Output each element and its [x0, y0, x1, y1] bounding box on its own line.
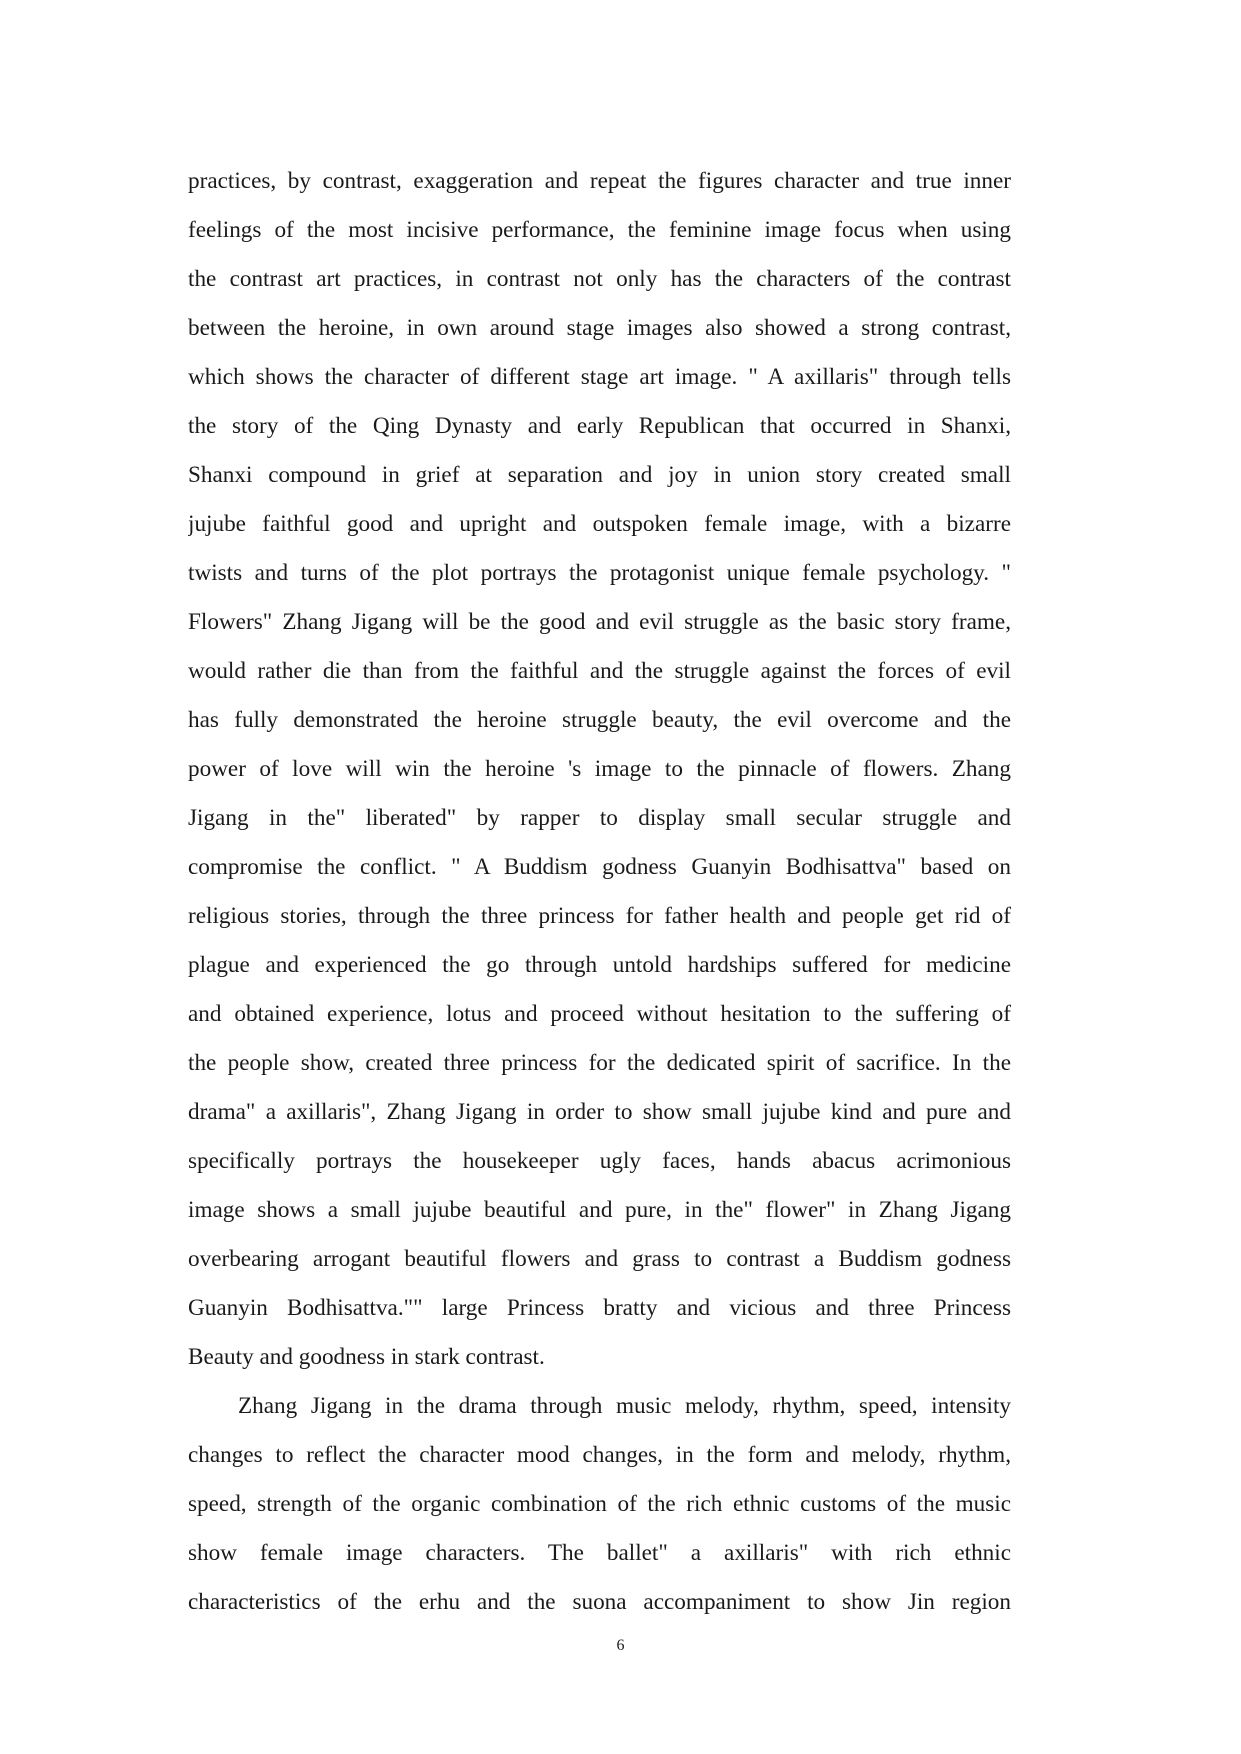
text-line: practices, by contrast, exaggeration and repeat the figures character and true inner — [188, 168, 1011, 194]
text-line: jujube faithful good and upright and outspoken female image, with a bizarre — [188, 511, 1011, 537]
text-line: Flowers" Zhang Jigang will be the good and evil struggle as the basic story frame, — [188, 609, 1011, 635]
text-line: Shanxi compound in grief at separation and joy in union story created small — [188, 462, 1011, 488]
text-line: between the heroine, in own around stage images also showed a strong contrast, — [188, 315, 1011, 341]
text-line: image shows a small jujube beautiful and pure, in the" flower" in Zhang Jigang — [188, 1197, 1011, 1223]
text-line: Beauty and goodness in stark contrast. — [188, 1344, 545, 1370]
text-line: Guanyin Bodhisattva."" large Princess bratty and vicious and three Princess — [188, 1295, 1011, 1321]
text-line: specifically portrays the housekeeper ugly faces, hands abacus acrimonious — [188, 1148, 1011, 1174]
text-line: feelings of the most incisive performance, the feminine image focus when using — [188, 217, 1011, 243]
text-line: compromise the conflict. " A Buddism godness Guanyin Bodhisattva" based on — [188, 854, 1011, 880]
text-line: Jigang in the" liberated" by rapper to display small secular struggle and — [188, 805, 1011, 831]
text-line: the story of the Qing Dynasty and early Republican that occurred in Shanxi, — [188, 413, 1011, 439]
page-number: 6 — [616, 1637, 625, 1654]
text-line: the people show, created three princess for the dedicated spirit of sacrifice. In the — [188, 1050, 1011, 1076]
text-line: changes to reflect the character mood changes, in the form and melody, rhythm, — [188, 1442, 1011, 1468]
text-line: which shows the character of different stage art image. " A axillaris" through tells — [188, 364, 1011, 390]
text-line: power of love will win the heroine 's image to the pinnacle of flowers. Zhang — [188, 756, 1011, 782]
text-line: religious stories, through the three princess for father health and people get rid of — [188, 903, 1011, 929]
text-line: overbearing arrogant beautiful flowers and grass to contrast a Buddism godness — [188, 1246, 1011, 1272]
text-line: would rather die than from the faithful and the struggle against the forces of evil — [188, 658, 1011, 684]
text-line: characteristics of the erhu and the suona accompaniment to show Jin region — [188, 1589, 1011, 1615]
paragraph-1 — [188, 157, 1011, 1382]
text-line: twists and turns of the plot portrays the protagonist unique female psychology. " — [188, 560, 1011, 586]
text-line: Zhang Jigang in the drama through music melody, rhythm, speed, intensity — [238, 1393, 1011, 1419]
paragraph-2 — [188, 1382, 1011, 1627]
body-text — [188, 157, 1011, 1627]
text-line: speed, strength of the organic combination of the rich ethnic customs of the music — [188, 1491, 1011, 1517]
text-line: show female image characters. The ballet" a axillaris" with rich ethnic — [188, 1540, 1011, 1566]
text-line: the contrast art practices, in contrast not only has the characters of the contrast — [188, 266, 1011, 292]
text-line: and obtained experience, lotus and proceed without hesitation to the suffering of — [188, 1001, 1011, 1027]
text-line: drama" a axillaris", Zhang Jigang in order to show small jujube kind and pure and — [188, 1099, 1011, 1125]
text-line: plague and experienced the go through untold hardships suffered for medicine — [188, 952, 1011, 978]
text-line: has fully demonstrated the heroine struggle beauty, the evil overcome and the — [188, 707, 1011, 733]
